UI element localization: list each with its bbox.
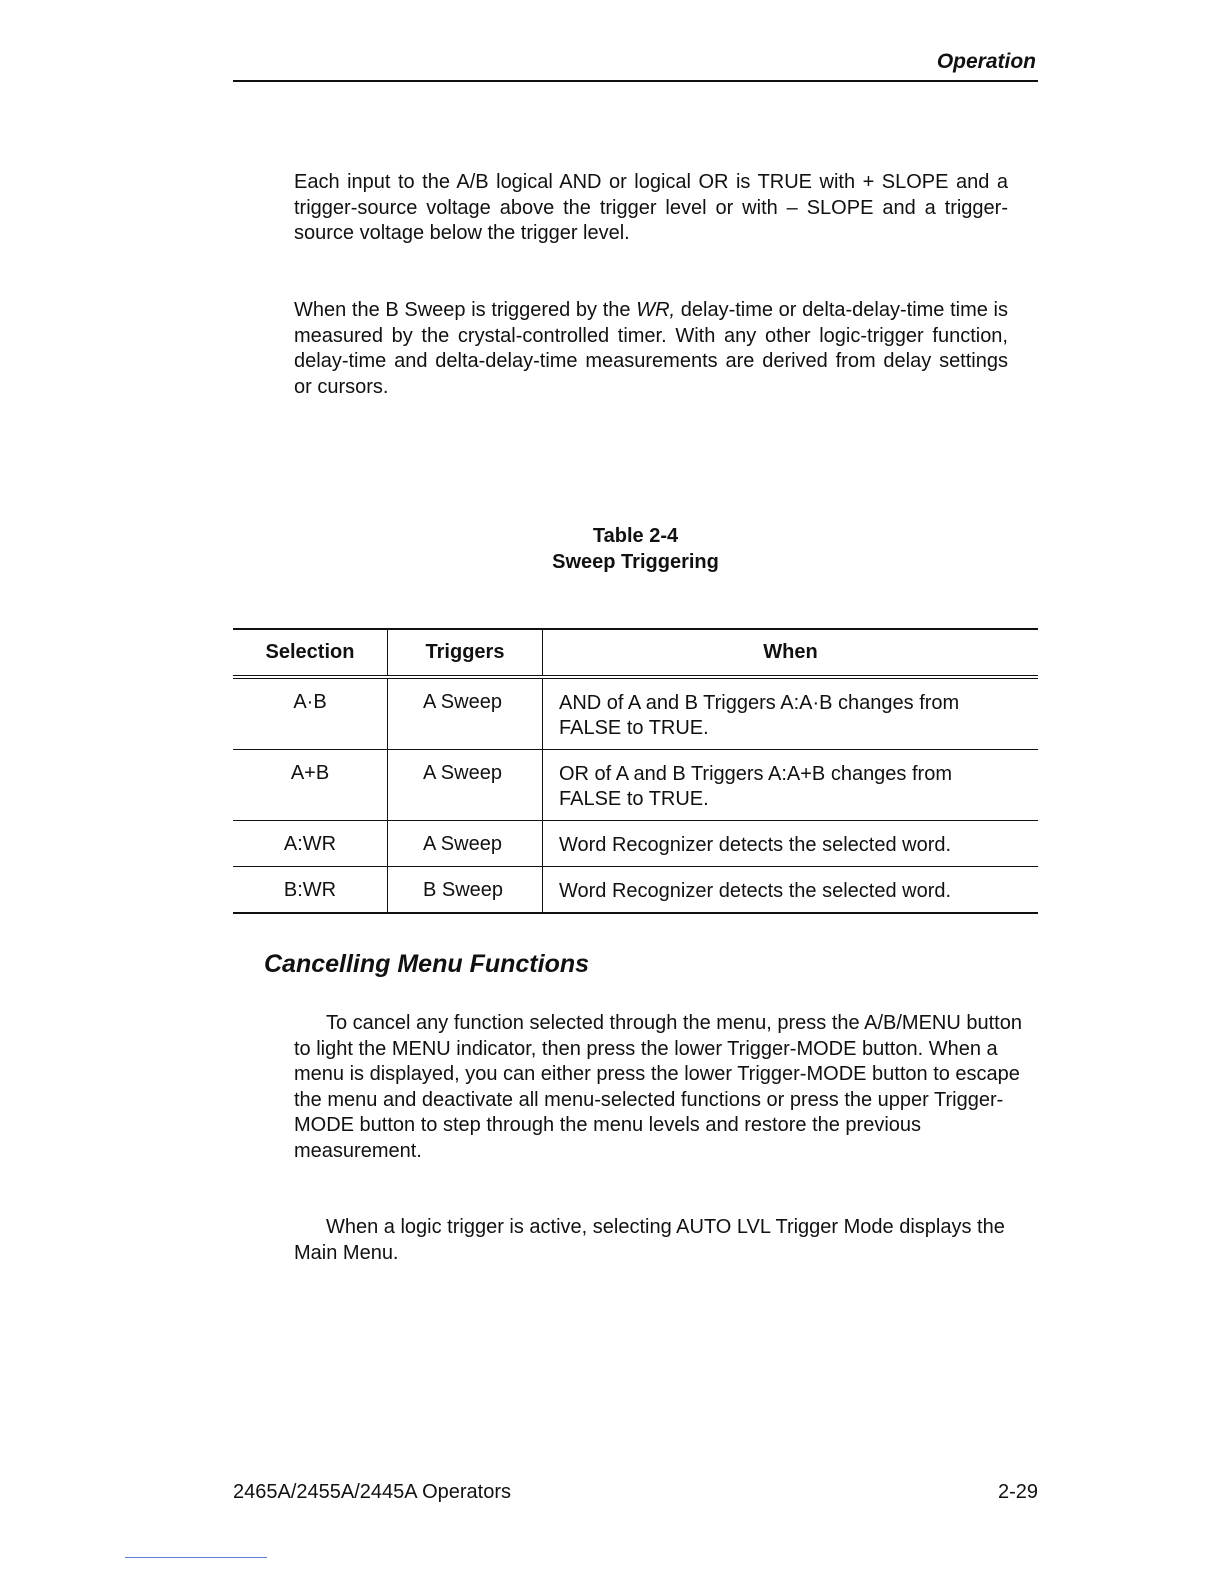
cell-when: OR of A and B Triggers A:A+B changes from FALSE to TRUE. [543, 750, 1039, 821]
cell-triggers: A Sweep [388, 677, 543, 750]
cell-selection: A·B [293, 691, 327, 713]
cell-selection: A:WR [283, 833, 337, 855]
cell-triggers: A Sweep [388, 821, 543, 867]
scan-artifact-line [125, 1557, 267, 1558]
cell-when: AND of A and B Triggers A:A·B changes from FALSE to TRUE. [543, 677, 1039, 750]
header-selection: Selection [233, 629, 388, 677]
paragraph-ab-logic: Each input to the A/B logical AND or logical OR is TRUE with + SLOPE and a trigger-source voltage above the trigger level or with – SLOPE and a trigger-source voltage below the trigger level. [294, 171, 1008, 244]
header-triggers: Triggers [388, 629, 543, 677]
table-row [233, 750, 1038, 821]
cell-selection: A+B [290, 762, 330, 784]
wr-term: WR, [636, 299, 676, 321]
table-title: Sweep Triggering [552, 551, 719, 573]
table-header-row [233, 629, 1038, 677]
sweep-triggering-table [233, 628, 1038, 914]
paragraph-logic-trigger: When a logic trigger is active, selecting AUTO LVL Trigger Mode displays the Main Menu. [294, 1216, 1005, 1264]
table-number: Table 2-4 [592, 525, 679, 547]
section-heading: Cancelling Menu Functions [264, 950, 590, 978]
cell-selection: B:WR [283, 879, 337, 901]
table-row [233, 821, 1038, 867]
cell-when: Word Recognizer detects the selected word. [543, 867, 1039, 914]
cell-triggers: B Sweep [388, 867, 543, 914]
header-when: When [543, 629, 1039, 677]
footer-page-number: 2-29 [997, 1481, 1038, 1503]
footer-manual-title: 2465A/2455A/2445A Operators [233, 1481, 511, 1503]
paragraph-cancel-menu: To cancel any function selected through the menu, press the A/B/MENU button to light the MENU indicator, then press the lower Trigger-MODE button. When a menu is displayed, you can either press the lower Trigger-MODE button to escape the menu and deactivate all menu-selected functions or press the upper Trigger-MODE button to step through the menu levels and restore the previous measurement. [294, 1012, 1022, 1162]
header-rule [233, 80, 1038, 82]
table-caption [233, 523, 1038, 575]
cell-when: Word Recognizer detects the selected word. [543, 821, 1039, 867]
table-row [233, 867, 1038, 914]
paragraph-text: delay-time or delta-delay-time time is measured by the crystal-controlled timer. With any other logic-trigger function, delay-time and delta-delay-time measurements are derived from delay settings or cursors. [294, 299, 1008, 398]
page-header-title: Operation [936, 50, 1036, 73]
table-row [233, 677, 1038, 750]
cell-triggers: A Sweep [388, 750, 543, 821]
paragraph-text: When the B Sweep is triggered by the [294, 299, 637, 321]
paragraph-b-sweep-timing [294, 298, 1008, 400]
